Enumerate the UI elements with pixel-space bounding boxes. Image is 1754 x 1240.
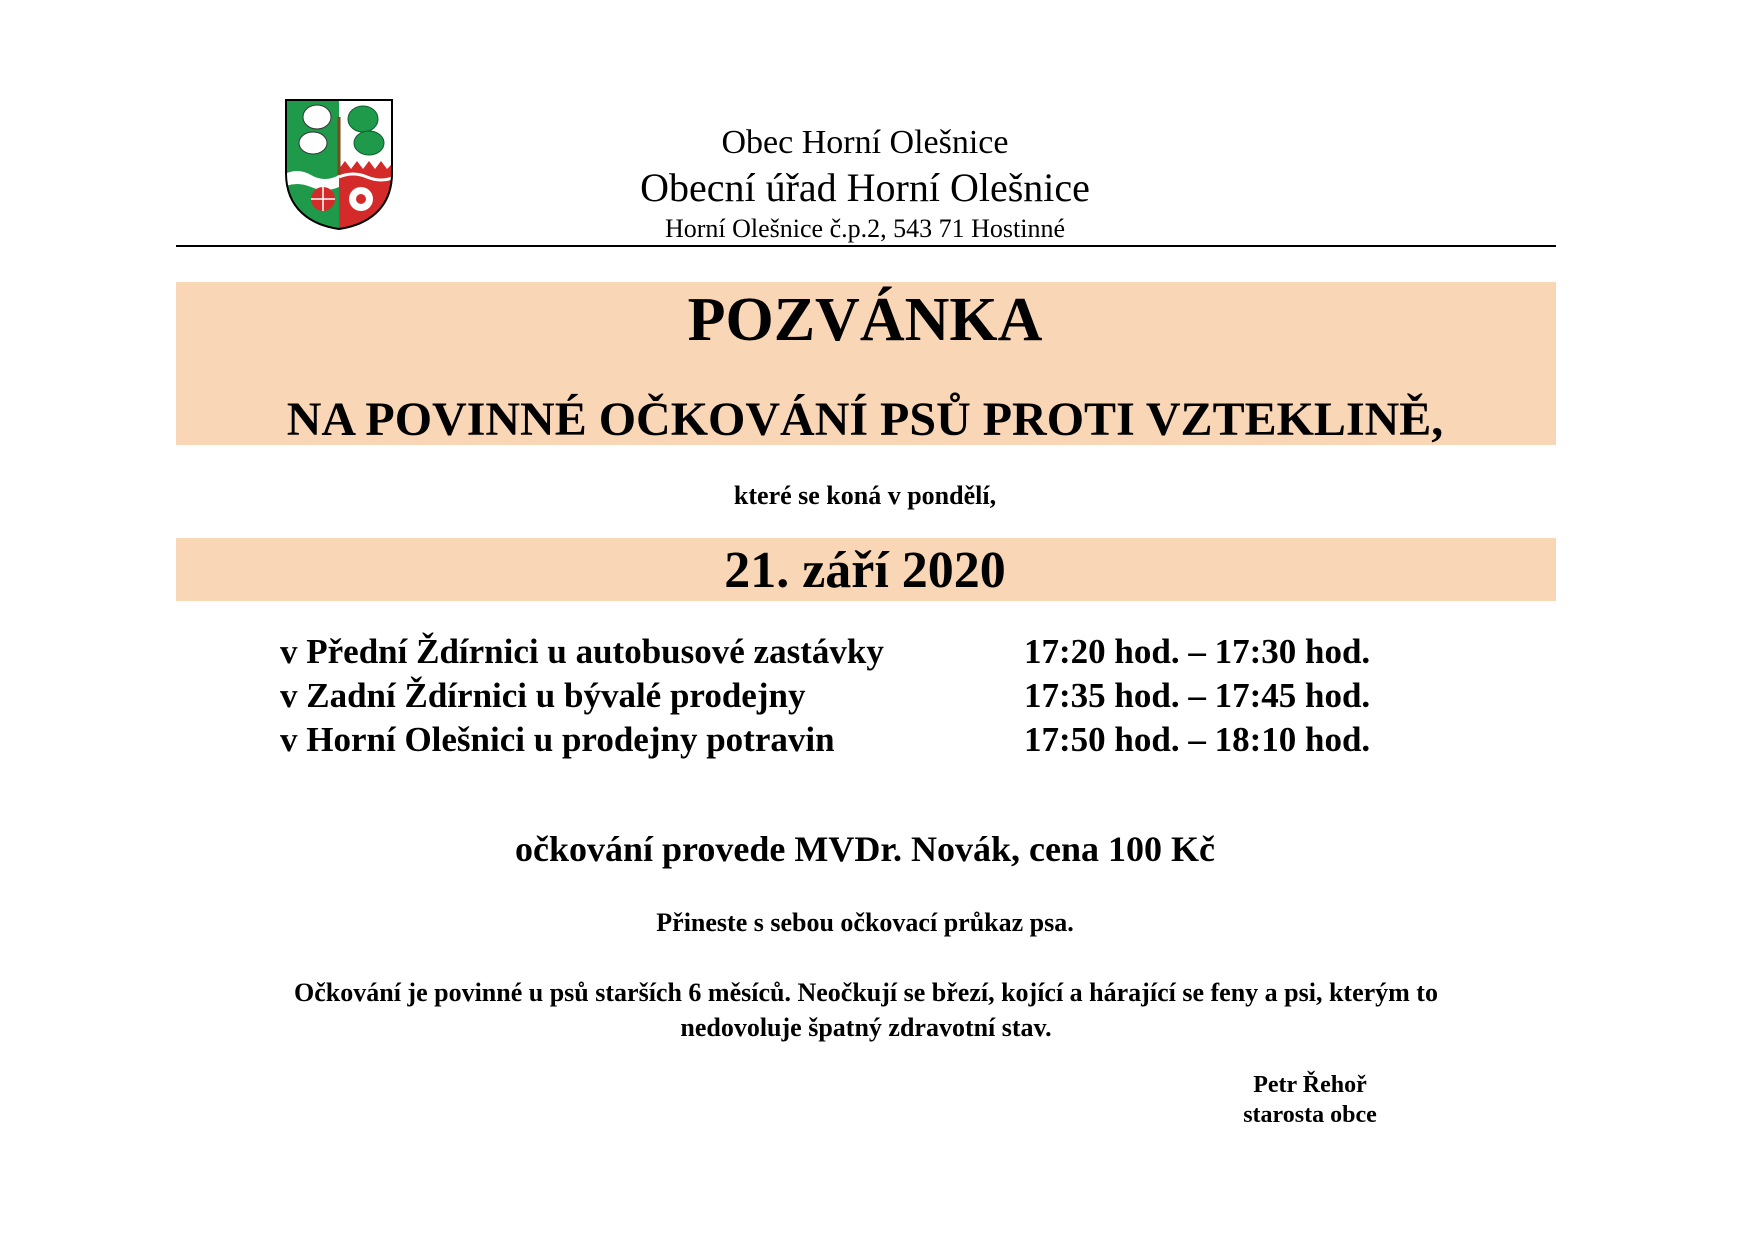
schedule-place: v Přední Ždírnici u autobusové zastávky bbox=[280, 632, 884, 671]
schedule-place: v Horní Olešnici u prodejny potravin bbox=[280, 720, 835, 759]
office-name: Obecní úřad Horní Olešnice bbox=[640, 165, 1090, 210]
municipality-name: Obec Horní Olešnice bbox=[721, 124, 1009, 161]
mandatory-note bbox=[176, 975, 1556, 1045]
vet-info: očkování provede MVDr. Novák, cena 100 Kč bbox=[515, 829, 1215, 869]
signature-role: starosta obce bbox=[1243, 1102, 1377, 1128]
schedule-row bbox=[280, 630, 1370, 674]
office-address: Horní Olešnice č.p.2, 543 71 Hostinné bbox=[664, 214, 1066, 243]
signature-block bbox=[1200, 1070, 1420, 1130]
schedule-row bbox=[280, 674, 1370, 718]
header-divider bbox=[176, 245, 1556, 247]
page-title: POZVÁNKA bbox=[687, 286, 1043, 354]
mandatory-note-line: nedovoluje špatný zdravotní stav. bbox=[680, 1013, 1052, 1042]
bring-notice: Přineste s sebou očkovací průkaz psa. bbox=[656, 908, 1074, 937]
page-subtitle: NA POVINNÉ OČKOVÁNÍ PSŮ PROTI VZTEKLINĚ, bbox=[286, 393, 1444, 446]
event-when-text: které se koná v pondělí, bbox=[733, 481, 997, 510]
schedule-time: 17:35 hod. – 17:45 hod. bbox=[1024, 676, 1371, 715]
schedule-row bbox=[280, 718, 1370, 762]
schedule-time: 17:20 hod. – 17:30 hod. bbox=[1024, 632, 1371, 671]
event-date: 21. září 2020 bbox=[724, 542, 1006, 599]
signature-name: Petr Řehoř bbox=[1253, 1072, 1367, 1098]
schedule-time: 17:50 hod. – 18:10 hod. bbox=[1024, 720, 1371, 759]
schedule-place: v Zadní Ždírnici u bývalé prodejny bbox=[280, 676, 806, 715]
schedule-list bbox=[280, 630, 1370, 762]
mandatory-note-line: Očkování je povinné u psů starších 6 měsíců. Neočkují se březí, kojící a hárající se feny a psi, kterým to bbox=[294, 978, 1438, 1007]
